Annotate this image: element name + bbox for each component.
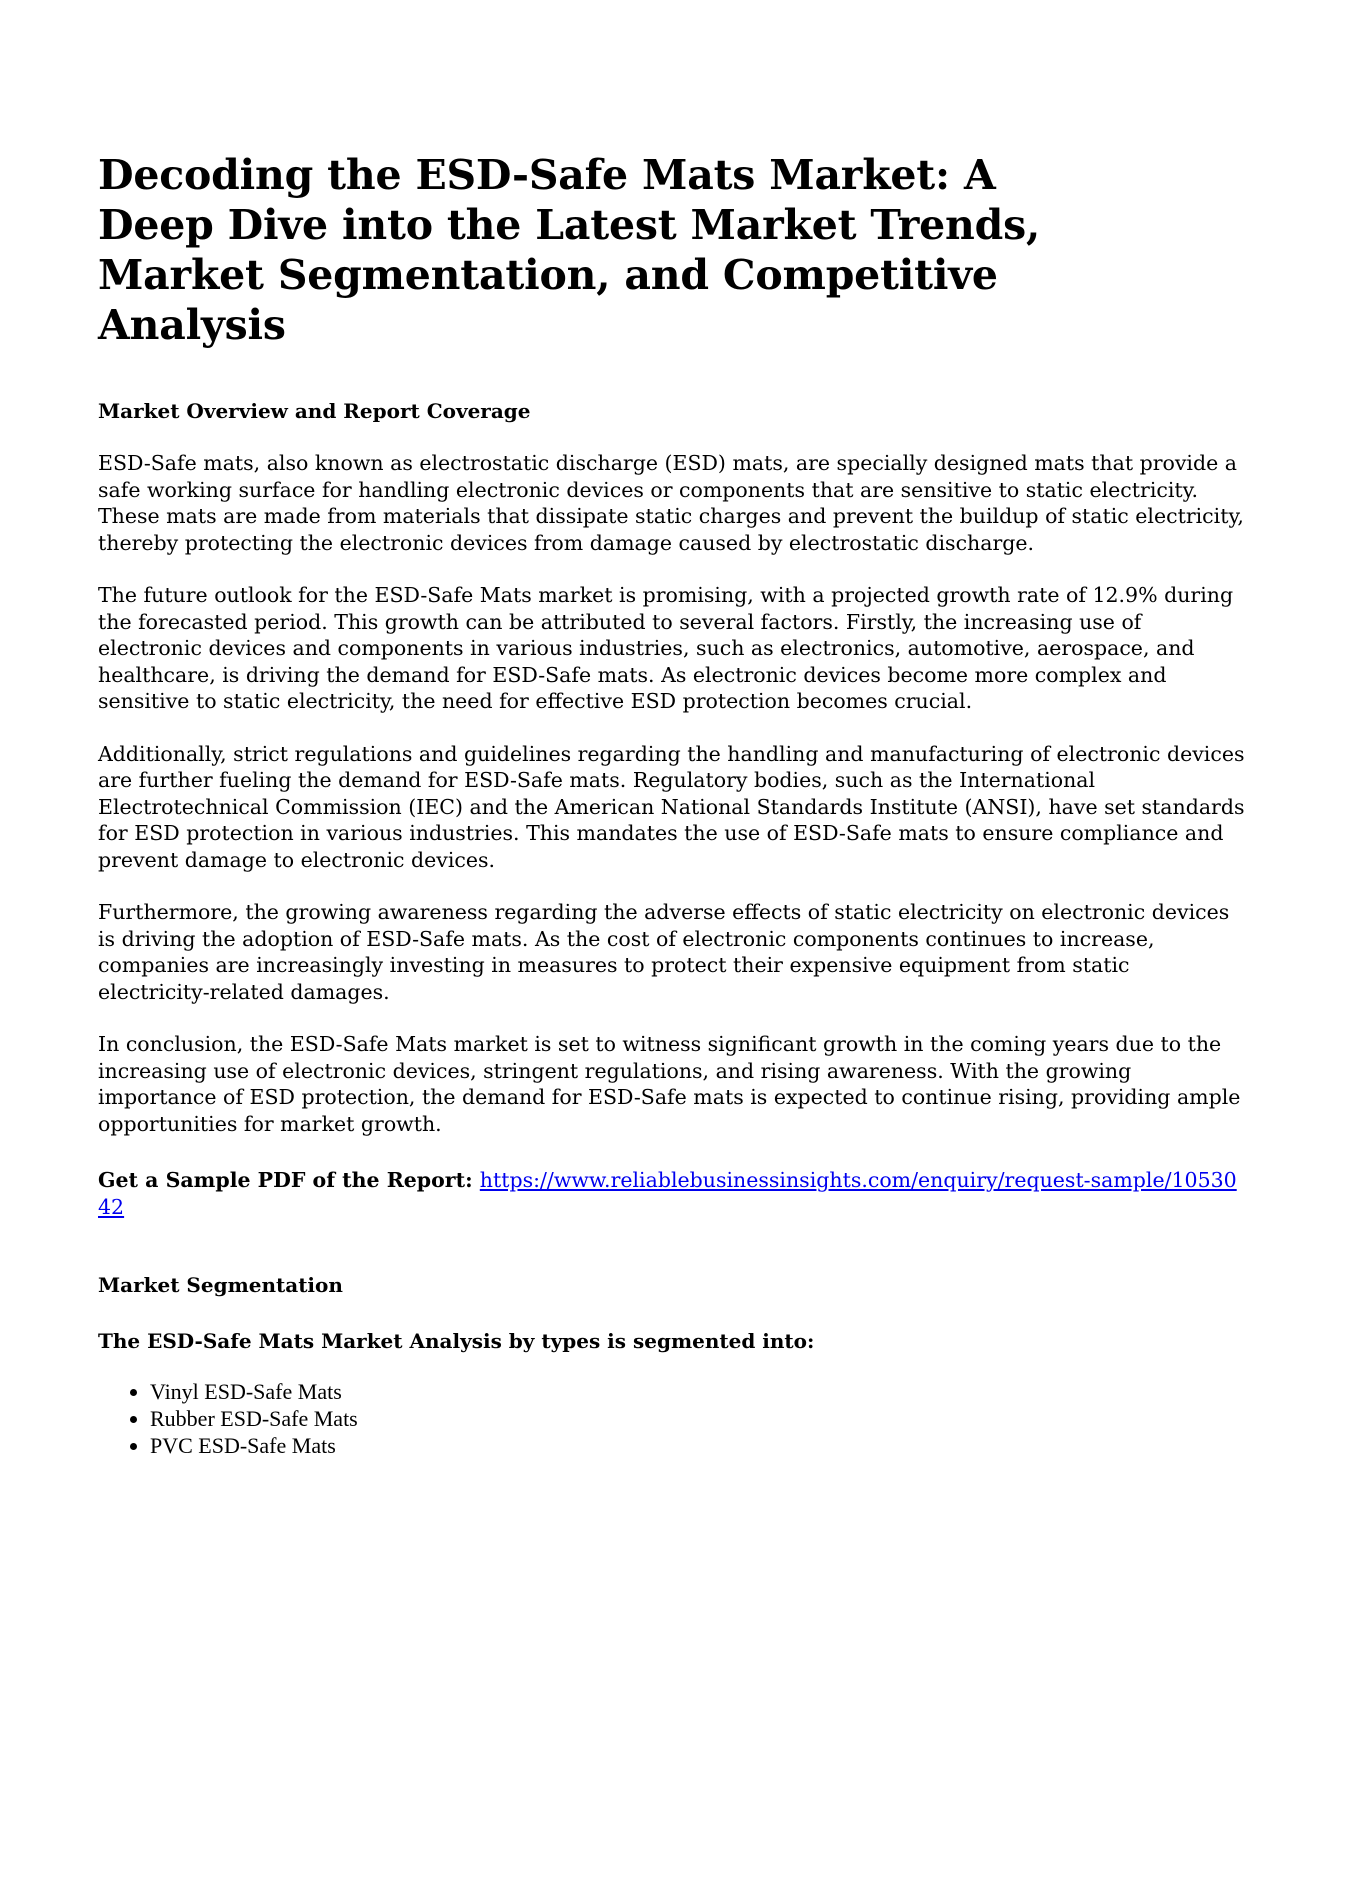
segmentation-types-list xyxy=(98,1378,1245,1459)
overview-paragraph-4: Furthermore, the growing awareness regarding the adverse effects of static electricity on electronic devices is driving the adoption of ESD-Safe mats. As the cost of electronic components continues to increase, companies are increasingly investing in measures to protect their expensive equipment from static electricity-related damages. xyxy=(98,900,1230,1004)
sample-pdf-cta xyxy=(98,1167,1245,1220)
market-overview-heading: Market Overview and Report Coverage xyxy=(98,399,531,423)
page-title: Decoding the ESD-Safe Mats Market: A Deep Dive into the Latest Market Trends, Market Segmentation, and Competitive Analysis xyxy=(98,151,1041,349)
overview-paragraph-3: Additionally, strict regulations and guidelines regarding the handling and manufacturing of electronic devices are further fueling the demand for ESD-Safe mats. Regulatory bodies, such as the International Electrotechnical Commission (IEC) and the American National Standards Institute (ANSI), have set standards for ESD protection in various industries. This mandates the use of ESD-Safe mats to ensure compliance and prevent damage to electronic devices. xyxy=(98,741,1245,872)
overview-paragraph-1: ESD-Safe mats, also known as electrostatic discharge (ESD) mats, are specially designed mats that provide a safe working surface for handling electronic devices or components that are sensitive to static electricity. These mats are made from materials that dissipate static charges and prevent the buildup of static electricity, thereby protecting the electronic devices from damage caused by electrostatic discharge. xyxy=(98,451,1244,555)
overview-paragraph-2: The future outlook for the ESD-Safe Mats market is promising, with a projected growth rate of 12.9% during the forecasted period. This growth can be attributed to several factors. Firstly, the increasing use of electronic devices and components in various industries, such as electronics, automotive, aerospace, and healthcare, is driving the demand for ESD-Safe mats. As electronic devices become more complex and sensitive to static electricity, the need for effective ESD protection becomes crucial. xyxy=(98,583,1234,713)
segmentation-types-intro: The ESD-Safe Mats Market Analysis by types is segmented into: xyxy=(98,1329,815,1353)
overview-paragraph-5: In conclusion, the ESD-Safe Mats market is set to witness significant growth in the coming years due to the increasing use of electronic devices, stringent regulations, and rising awareness. With the growing importance of ESD protection, the demand for ESD-Safe mats is expected to continue rising, providing ample opportunities for market growth. xyxy=(98,1032,1241,1136)
market-segmentation-heading: Market Segmentation xyxy=(98,1273,343,1297)
list-item: • Vinyl ESD-Safe Mats xyxy=(150,1378,1245,1405)
spacer xyxy=(98,1220,1245,1272)
list-item: • PVC ESD-Safe Mats xyxy=(150,1432,1245,1459)
list-item: • Rubber ESD-Safe Mats xyxy=(150,1405,1245,1432)
sample-pdf-label: Get a Sample PDF of the Report: xyxy=(98,1168,480,1192)
sample-pdf-link[interactable]: https://www.reliablebusinessinsights.com/enquiry/request-sample/1053042 xyxy=(98,1168,1237,1219)
